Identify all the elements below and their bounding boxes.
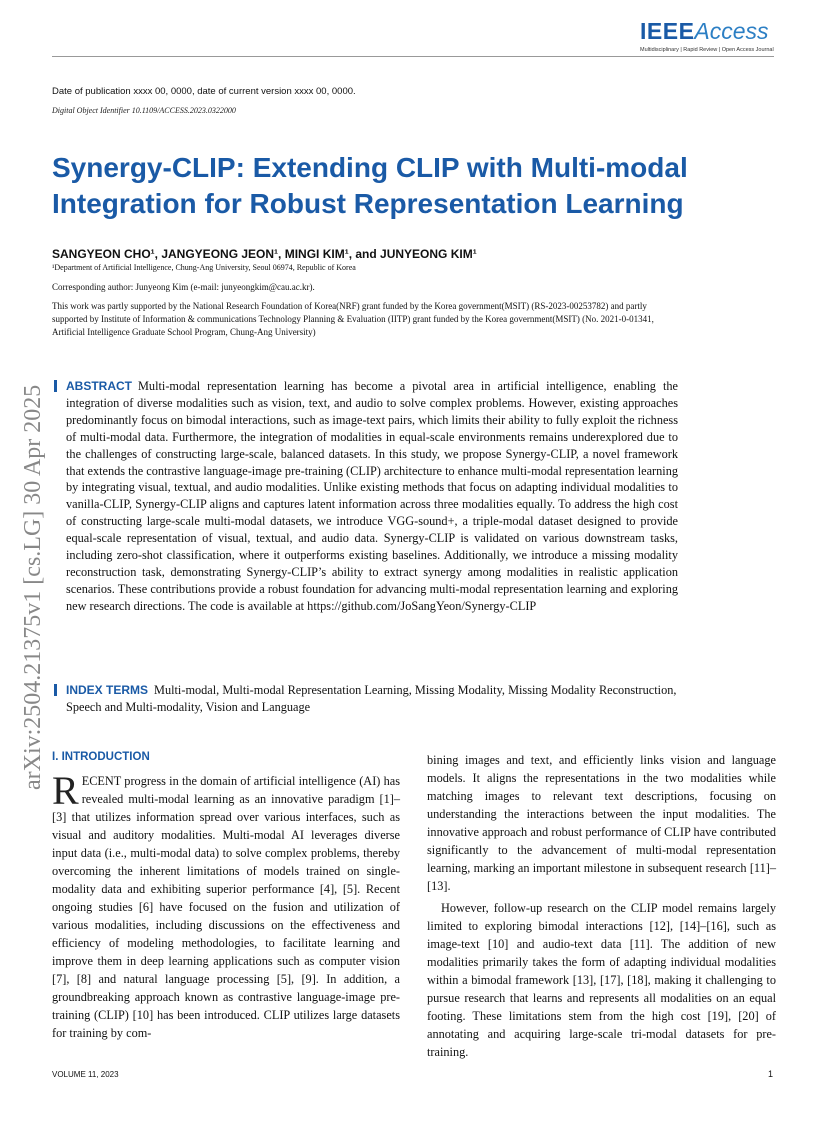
funding-note: This work was partly supported by the National Research Foundation of Korea(NRF) grant funded by the Korea government(MSIT) (RS-2023-00253782) and partly supported by Institute of Information & communications Technology Planning & Evaluation (IITP) grant funded by the Korea government(MSIT) (No. 2021-0-01341, Artificial Intelligence Graduate School Program, Chung-Ang University) <box>52 301 654 337</box>
doi-line: Digital Object Identifier 10.1109/ACCESS.2023.0322000 <box>52 106 236 115</box>
publication-date: Date of publication xxxx 00, 0000, date of current version xxxx 00, 0000. <box>52 86 356 97</box>
drop-cap: R <box>52 768 79 813</box>
title-line-2: Integration for Robust Representation Learning <box>52 188 684 219</box>
index-terms-label: INDEX TERMS <box>66 683 149 697</box>
affiliation: ¹Department of Artificial Intelligence, Chung-Ang University, Seoul 06974, Republic of Korea <box>52 263 356 272</box>
column-right <box>427 751 776 1061</box>
column-left <box>52 768 400 1042</box>
logo-tagline: Multidisciplinary | Rapid Review | Open Access Journal <box>640 47 774 53</box>
section-heading: I. INTRODUCTION <box>52 751 150 763</box>
author-list: SANGYEON CHO¹, JANGYEONG JEON¹, MINGI KIM¹, and JUNYEONG KIM¹ <box>52 247 477 261</box>
index-terms <box>66 682 678 716</box>
logo-access-text: Access <box>694 18 769 44</box>
index-terms-text: Multi-modal, Multi-modal Representation Learning, Missing Modality, Missing Modality Reconstruction, Speech and Multi-modality, Vision and Language <box>66 683 677 714</box>
title-line-1: Synergy-CLIP: Extending CLIP with Multi-modal <box>52 152 688 183</box>
intro-paragraph-3: However, follow-up research on the CLIP model remains largely limited to exploring bimodal interactions [12], [14]–[16], such as image-text [10] and audio-text data [11]. The addition of new modalities primarily takes the form of adapting individual modalities within a bimodal framework [13], [17], [18], making it challenging to pursue research that learns and represents all modalities on an equal footing. These limitations stem from the high cost [19], [20] of annotating and acquiring large-scale tri-modal datasets for pre-training. <box>427 901 776 1059</box>
footer-volume: VOLUME 11, 2023 <box>52 1070 119 1079</box>
header-rule <box>52 56 774 57</box>
abstract-marker <box>54 380 57 392</box>
page-number: 1 <box>768 1069 774 1079</box>
abstract-text: Multi-modal representation learning has become a pivotal area in artificial intelligence, enabling the integration of diverse modalities such as vision, text, and audio to solve complex problems. However, existing approaches predominantly focus on bimodal interactions, such as image-text pairs, which limits their ability to fully exploit the richness of multi-modal data. Furthermore, the integration of modalities in equal-scale environments remains underexplored due to the challenges of constructing large-scale, balanced datasets. In this study, we propose Synergy-CLIP, a novel framework that extends the contrastive language-image pre-training (CLIP) architecture to enhance multi-modal representation learning by integrating visual, textual, and audio modalities. Unlike existing methods that focus on adapting individual modalities to vanilla-CLIP, Synergy-CLIP aligns and captures latent information across three modalities equally. To address the high cost of constructing large-scale multi-modal datasets, we introduce VGG-sound+, a triple-modal dataset designed to provide equal-scale representation of visual, textual, and audio data. Synergy-CLIP is validated on various downstream tasks, including zero-shot classification, where it outperforms existing baselines. Additionally, we introduce a missing modality reconstruction task, demonstrating Synergy-CLIP’s ability to extract synergy among modalities in realistic application scenarios. These contributions provide a robust foundation for advancing multi-modal representation learning and exploring new research directions. The code is available at https://github.com/JoSangYeon/Synergy-CLIP <box>66 379 678 613</box>
index-terms-marker <box>54 684 57 696</box>
abstract-label: ABSTRACT <box>66 379 132 393</box>
abstract <box>66 378 678 615</box>
intro-paragraph-2: bining images and text, and efficiently links vision and language models. It aligns the representations in the two modalities while matching images to relevant text descriptions, focusing on understanding the interactions between the input modalities. The innovative approach and robust performance of CLIP have contributed significantly to the advancement of multi-modal representation learning, marking an important milestone in subsequent research [11]–[13]. <box>427 753 776 893</box>
corresponding-author: Corresponding author: Junyeong Kim (e-mail: junyeongkim@cau.ac.kr). <box>52 282 315 292</box>
paper-title <box>52 150 772 222</box>
arxiv-stamp: arXiv:2504.21375v1 [cs.LG] 30 Apr 2025 <box>20 384 46 790</box>
intro-paragraph-1: ECENT progress in the domain of artificial intelligence (AI) has revealed multi-modal learning as an innovative paradigm [1]–[3] that utilizes information spread over various interfaces, such as visual and auditory modalities. Multi-modal AI leverages diverse input data (i.e., multi-modal data) to solve complex problems, thereby overcoming the inherent limitations of models trained on single-modality data and exhibiting superior performance [4], [5]. Recent ongoing studies [6] have focused on the fusion and utilization of various modalities, including discussions on the effectiveness and efficiency of modeling methodologies, to facilitate learning and improve them in deep learning applications such as computer vision [7], [8] and natural language processing [5], [9]. In addition, a groundbreaking approach known as contrastive language-image pre-training (CLIP) [10] has been introduced. CLIP utilizes large datasets for training by com- <box>52 774 400 1040</box>
logo-ieee-text: IEEE <box>640 18 695 44</box>
journal-logo <box>640 18 774 53</box>
